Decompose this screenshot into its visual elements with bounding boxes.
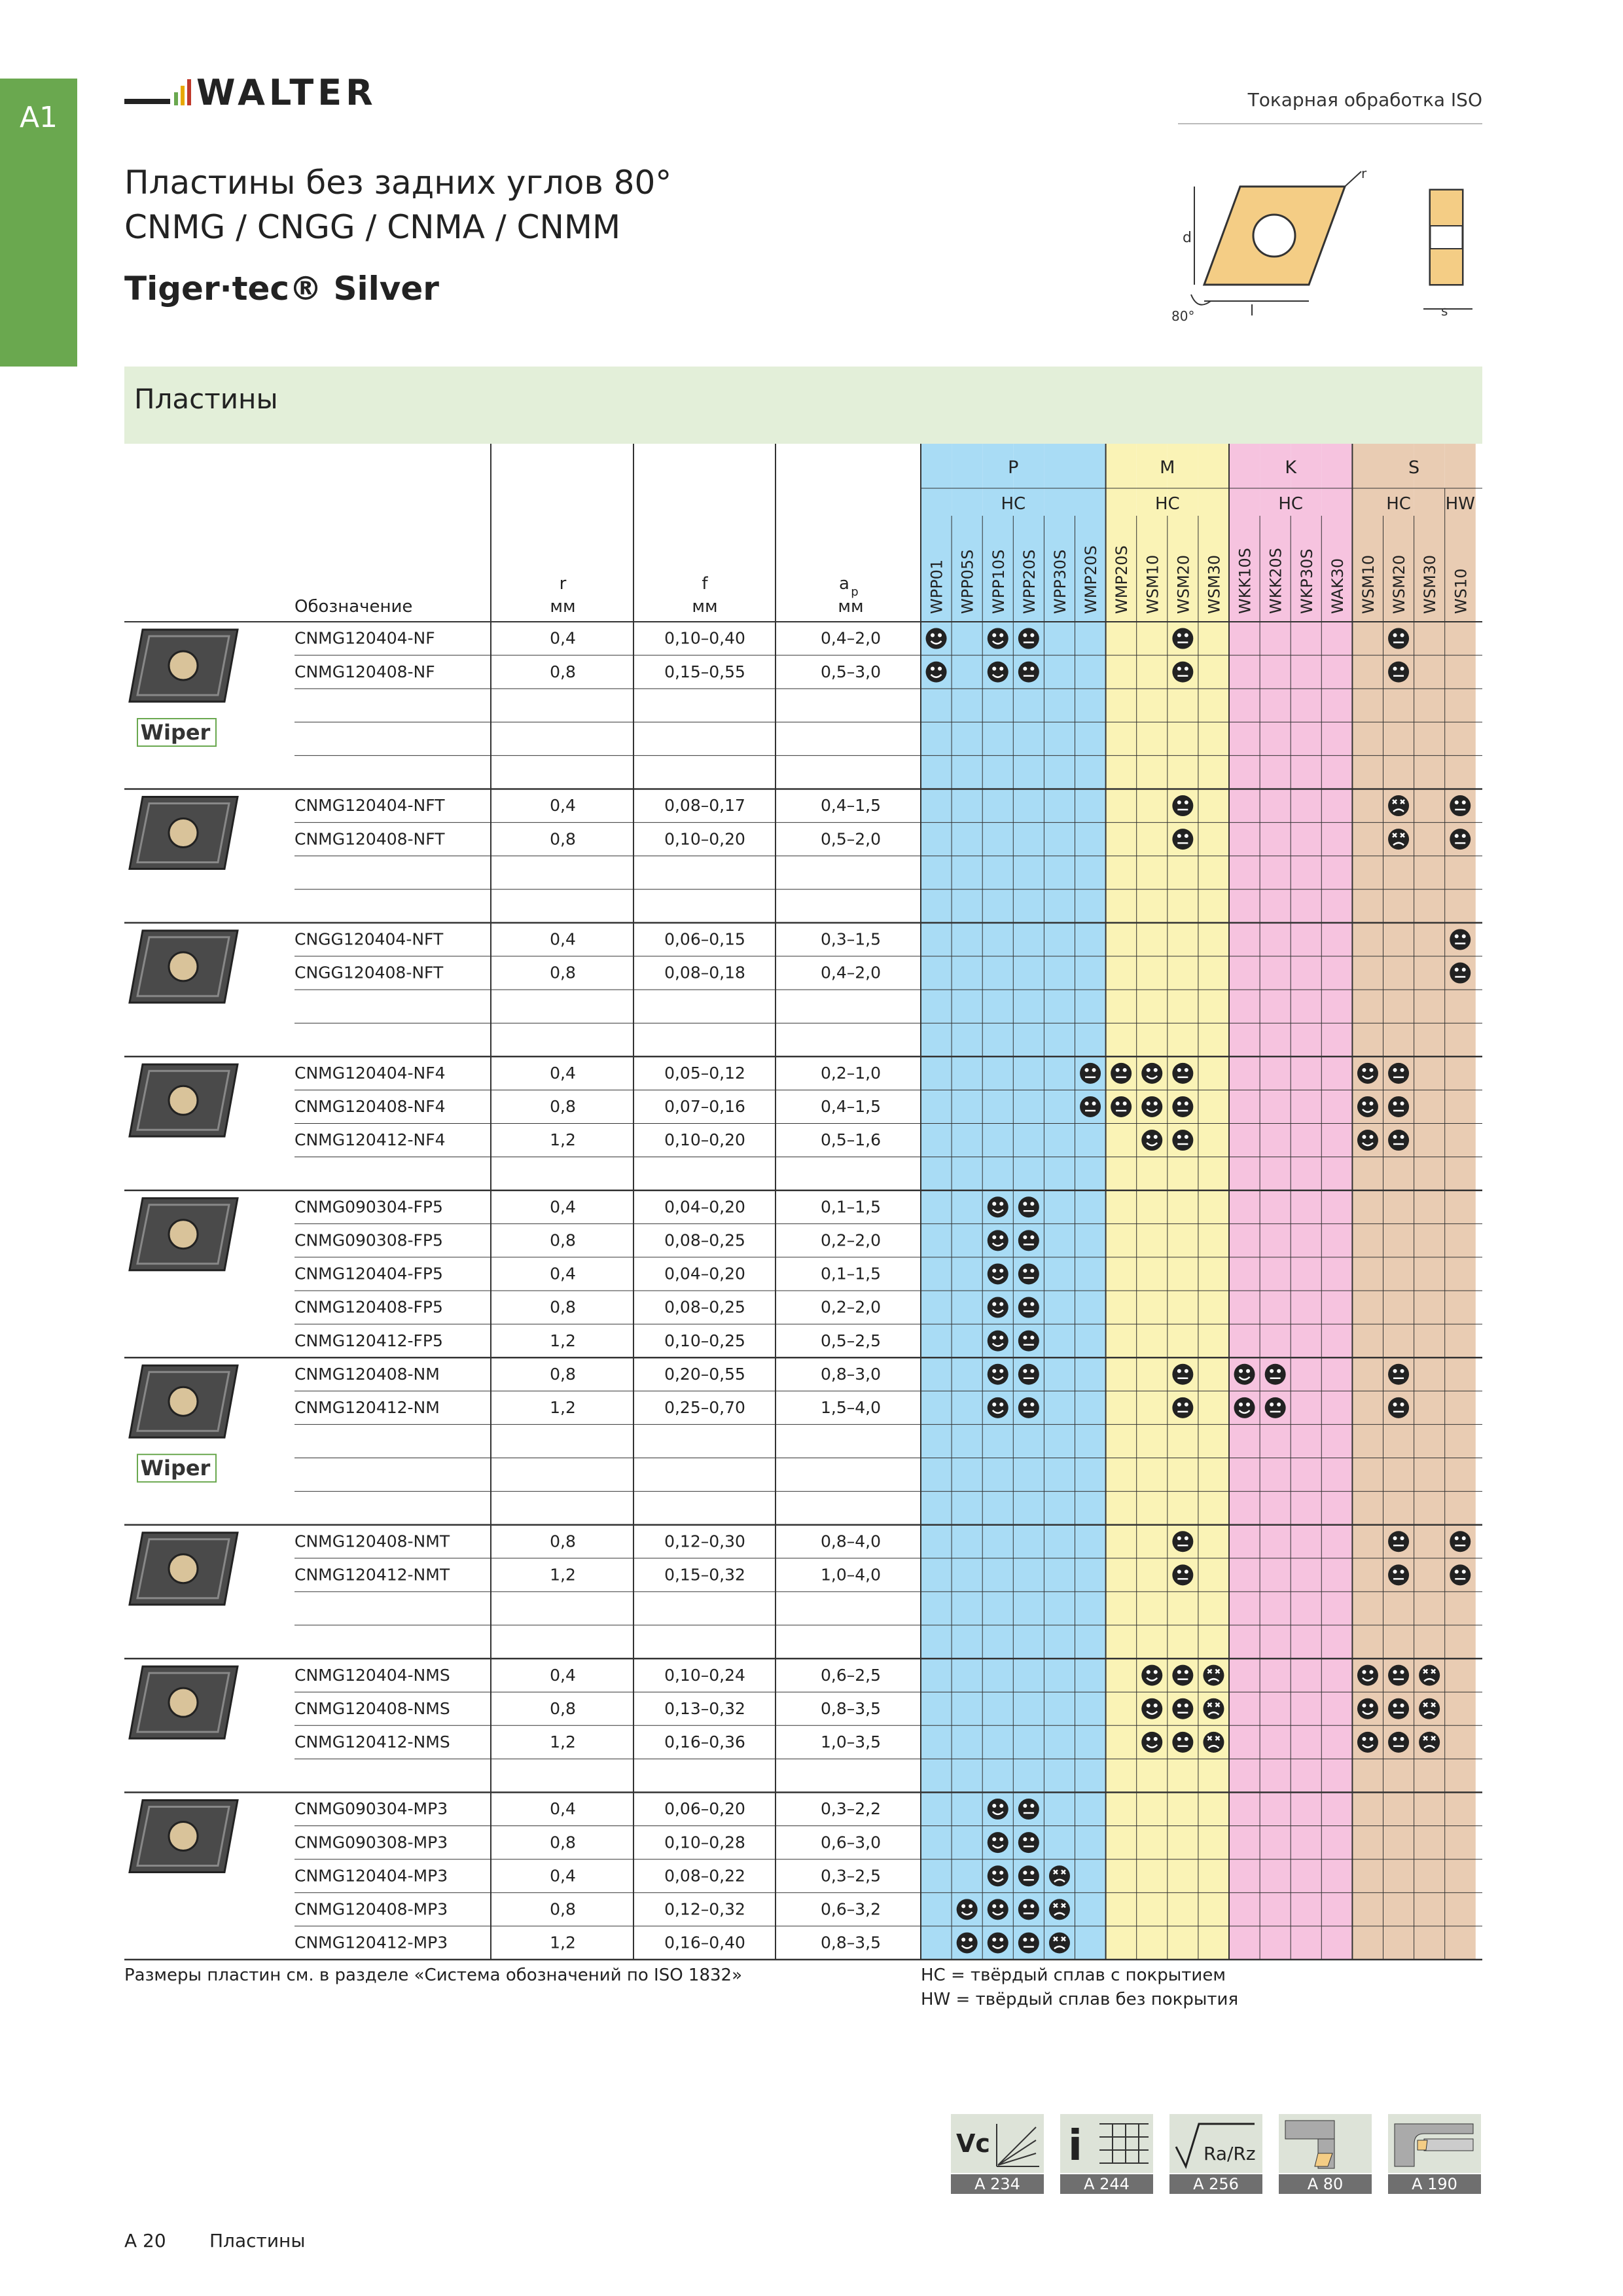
smiley-neutral-icon — [1018, 1263, 1039, 1284]
smiley-neutral-icon — [1172, 1096, 1193, 1117]
smiley-sad-icon — [1203, 1698, 1224, 1719]
designation-cell: CNMG120412-NMS — [294, 1732, 450, 1752]
col-header-f: f — [702, 574, 708, 594]
group-label: M — [1160, 457, 1175, 478]
smiley-happy-icon — [1234, 1364, 1255, 1385]
feed-cell: 0,04–0,20 — [664, 1264, 745, 1283]
feed-cell: 0,08–0,18 — [664, 963, 745, 982]
radius-cell: 0,4 — [550, 1264, 576, 1283]
radius-cell: 0,8 — [550, 829, 576, 849]
smiley-neutral-icon — [1080, 1096, 1101, 1117]
designation-cell: CNMG120408-FP5 — [294, 1297, 443, 1317]
designation-cell: CNMG120408-NFT — [294, 829, 445, 849]
smiley-happy-icon — [1141, 1063, 1162, 1084]
brand-wordmark: WALTER — [196, 72, 377, 113]
radius-cell: 1,2 — [550, 1933, 576, 1952]
smiley-neutral-icon — [1172, 1063, 1193, 1084]
smiley-happy-icon — [1141, 1096, 1162, 1117]
designation-cell: CNMG090304-MP3 — [294, 1799, 448, 1819]
grade-label: WSM10 — [1359, 554, 1378, 614]
feed-cell: 0,04–0,20 — [664, 1197, 745, 1217]
col-header-ap-sub: p — [851, 585, 859, 599]
smiley-neutral-icon — [1172, 628, 1193, 649]
depth-cell: 0,2–2,0 — [820, 1297, 882, 1317]
radius-cell: 0,4 — [550, 628, 576, 648]
smiley-neutral-icon — [1450, 1531, 1471, 1552]
radius-cell: 0,8 — [550, 963, 576, 982]
smiley-neutral-icon — [1172, 662, 1193, 683]
label-s: s — [1441, 303, 1448, 319]
smiley-happy-icon — [988, 1297, 1008, 1318]
depth-cell: 0,8–3,5 — [820, 1933, 882, 1952]
smiley-sad-icon — [1203, 1732, 1224, 1753]
smiley-happy-icon — [1141, 1665, 1162, 1686]
radius-cell: 0,8 — [550, 662, 576, 681]
depth-cell: 0,6–2,5 — [820, 1665, 882, 1685]
feed-cell: 0,16–0,40 — [664, 1933, 745, 1952]
section-tab: A1 — [0, 79, 77, 367]
depth-cell: 0,3–2,5 — [820, 1866, 882, 1886]
page-section: Пластины — [209, 2230, 306, 2251]
depth-cell: 0,5–3,0 — [820, 662, 882, 681]
designation-cell: CNMG120404-NFT — [294, 796, 445, 816]
smiley-happy-icon — [988, 1230, 1008, 1251]
radius-cell: 0,4 — [550, 1064, 576, 1083]
smiley-neutral-icon — [1172, 1364, 1193, 1385]
smiley-neutral-icon — [1172, 795, 1193, 816]
designation-cell: CNMG090308-MP3 — [294, 1833, 448, 1852]
insert-nft-image — [130, 797, 238, 869]
feed-cell: 0,10–0,25 — [664, 1331, 745, 1350]
smiley-neutral-icon — [1388, 662, 1409, 683]
designation-cell: CNMG120404-FP5 — [294, 1264, 443, 1283]
depth-cell: 0,4–2,0 — [820, 628, 882, 648]
radius-cell: 0,4 — [550, 796, 576, 816]
grade-label: WMP20S — [1082, 545, 1101, 614]
depth-cell: 0,5–1,6 — [820, 1130, 882, 1150]
smiley-neutral-icon — [1018, 1799, 1039, 1820]
smiley-happy-icon — [926, 628, 947, 649]
smiley-sad-icon — [1049, 1865, 1070, 1886]
smiley-neutral-icon — [1080, 1063, 1101, 1084]
smiley-neutral-icon — [1018, 1832, 1039, 1853]
grade-column-bg — [1445, 444, 1476, 1960]
smiley-neutral-icon — [1388, 1364, 1409, 1385]
insert-mp3-image — [130, 1801, 238, 1873]
roughness-icon — [1169, 2114, 1262, 2173]
grade-label: WSM20 — [1390, 554, 1409, 614]
designation-cell: CNMG120408-NMS — [294, 1698, 450, 1718]
nav-link-tool-holders[interactable]: A 80 — [1279, 2114, 1372, 2194]
smiley-neutral-icon — [1111, 1063, 1132, 1084]
grade-label: WPP20S — [1020, 549, 1039, 614]
grade-label: WSM30 — [1205, 554, 1224, 614]
feed-cell: 0,13–0,32 — [664, 1698, 745, 1718]
radius-cell: 0,8 — [550, 1833, 576, 1852]
smiley-sad-icon — [1419, 1665, 1440, 1686]
feed-cell: 0,15–0,55 — [664, 662, 745, 681]
smiley-neutral-icon — [1388, 1732, 1409, 1753]
smiley-neutral-icon — [1018, 1331, 1039, 1352]
grade-column-bg — [1291, 444, 1321, 1960]
smiley-sad-icon — [1388, 795, 1409, 816]
feed-cell: 0,10–0,20 — [664, 1130, 745, 1150]
smiley-happy-icon — [957, 1932, 978, 1953]
feed-cell: 0,12–0,32 — [664, 1899, 745, 1919]
smiley-happy-icon — [988, 1331, 1008, 1352]
feed-cell: 0,05–0,12 — [664, 1064, 745, 1083]
radius-cell: 0,8 — [550, 1230, 576, 1250]
smiley-neutral-icon — [1018, 628, 1039, 649]
group-sub-label: HC — [1001, 494, 1026, 514]
smiley-happy-icon — [1357, 1096, 1378, 1117]
smiley-happy-icon — [988, 1196, 1008, 1217]
col-header-ap: a — [839, 574, 849, 594]
nav-link-roughness[interactable]: Ra/Rz A 256 — [1169, 2114, 1262, 2194]
feed-cell: 0,08–0,25 — [664, 1230, 745, 1250]
feed-cell: 0,08–0,17 — [664, 796, 745, 816]
smiley-neutral-icon — [1018, 1865, 1039, 1886]
smiley-neutral-icon — [1265, 1397, 1286, 1418]
grade-label: WPP10S — [989, 549, 1008, 614]
smiley-happy-icon — [988, 1364, 1008, 1385]
svg-text:i: i — [1068, 2122, 1082, 2170]
svg-text:Vc: Vc — [956, 2129, 990, 2158]
designation-cell: CNMG120404-NF — [294, 628, 435, 648]
smiley-happy-icon — [1357, 1130, 1378, 1151]
smiley-happy-icon — [1141, 1732, 1162, 1753]
radius-cell: 0,8 — [550, 1297, 576, 1317]
smiley-neutral-icon — [1018, 1297, 1039, 1318]
svg-text:Ra/Rz: Ra/Rz — [1204, 2143, 1256, 2164]
designation-cell: CNMG120412-NMT — [294, 1565, 450, 1585]
designation-cell: CNMG120412-MP3 — [294, 1933, 448, 1952]
smiley-neutral-icon — [1172, 1397, 1193, 1418]
smiley-sad-icon — [1049, 1932, 1070, 1953]
feed-cell: 0,08–0,25 — [664, 1297, 745, 1317]
feed-cell: 0,06–0,15 — [664, 929, 745, 949]
group-sub-label: HC — [1278, 494, 1304, 514]
smiley-neutral-icon — [1018, 662, 1039, 683]
radius-cell: 1,2 — [550, 1732, 576, 1752]
grade-column-bg — [1075, 444, 1106, 1960]
wiper-label: Wiper — [140, 1456, 211, 1481]
smiley-happy-icon — [988, 1932, 1008, 1953]
feed-cell: 0,16–0,36 — [664, 1732, 745, 1752]
depth-cell: 0,8–4,0 — [820, 1532, 882, 1551]
smiley-happy-icon — [988, 628, 1008, 649]
depth-cell: 0,4–1,5 — [820, 1097, 882, 1117]
smiley-neutral-icon — [1018, 1230, 1039, 1251]
feed-cell: 0,12–0,30 — [664, 1532, 745, 1551]
designation-cell: CNMG120408-MP3 — [294, 1899, 448, 1919]
smiley-neutral-icon — [1111, 1096, 1132, 1117]
page-number: A 20 — [124, 2230, 166, 2251]
tool-holder-icon — [1279, 2114, 1372, 2173]
nav-link-info[interactable]: i A 244 — [1060, 2114, 1153, 2194]
group-sub-label: HC — [1154, 494, 1180, 514]
depth-cell: 0,4–2,0 — [820, 963, 882, 982]
smiley-neutral-icon — [1018, 1932, 1039, 1953]
smiley-neutral-icon — [1172, 1732, 1193, 1753]
grade-column-bg — [1106, 444, 1137, 1960]
grade-label: WSM30 — [1421, 554, 1440, 614]
insert-nm-image — [130, 1365, 238, 1482]
smiley-sad-icon — [1419, 1698, 1440, 1719]
smiley-happy-icon — [988, 1397, 1008, 1418]
designation-cell: CNMG120408-NMT — [294, 1532, 450, 1551]
smiley-sad-icon — [1049, 1899, 1070, 1920]
group-sub-label: HC — [1386, 494, 1411, 514]
smiley-neutral-icon — [1450, 795, 1471, 816]
grade-column-bg — [952, 444, 982, 1960]
smiley-neutral-icon — [1265, 1364, 1286, 1385]
col-header-unit: мм — [692, 597, 718, 617]
wiper-label: Wiper — [140, 720, 211, 745]
vc-icon — [951, 2114, 1044, 2173]
feed-cell: 0,10–0,24 — [664, 1665, 745, 1685]
feed-cell: 0,08–0,22 — [664, 1866, 745, 1886]
feed-cell: 0,06–0,20 — [664, 1799, 745, 1819]
depth-cell: 0,5–2,5 — [820, 1331, 882, 1350]
smiley-happy-icon — [1141, 1130, 1162, 1151]
feed-cell: 0,10–0,40 — [664, 628, 745, 648]
depth-cell: 0,1–1,5 — [820, 1197, 882, 1217]
smiley-happy-icon — [957, 1899, 978, 1920]
designation-cell: CNMG120408-NF4 — [294, 1097, 446, 1117]
designation-cell: CNMG120412-FP5 — [294, 1331, 443, 1350]
label-r: r — [1361, 166, 1367, 181]
smiley-neutral-icon — [1388, 628, 1409, 649]
grade-label: WKP30S — [1297, 548, 1316, 614]
smiley-neutral-icon — [1172, 1564, 1193, 1585]
label-angle: 80° — [1171, 308, 1195, 324]
label-l: l — [1250, 303, 1255, 319]
designation-cell: CNMG090304-FP5 — [294, 1197, 443, 1217]
table-row — [294, 1397, 1409, 1418]
smiley-neutral-icon — [1018, 1196, 1039, 1217]
smiley-neutral-icon — [1018, 1899, 1039, 1920]
designation-cell: CNMG120408-NM — [294, 1364, 440, 1384]
smiley-neutral-icon — [1172, 1665, 1193, 1686]
smiley-neutral-icon — [1450, 963, 1471, 984]
col-header-designation: Обозначение — [294, 597, 413, 617]
smiley-happy-icon — [988, 1799, 1008, 1820]
radius-cell: 0,8 — [550, 1698, 576, 1718]
footnote: Размеры пластин см. в разделе «Система обозначений по ISO 1832» — [124, 1965, 743, 1985]
smiley-neutral-icon — [1172, 1531, 1193, 1552]
depth-cell: 0,4–1,5 — [820, 796, 882, 816]
group-label: P — [1008, 457, 1019, 478]
depth-cell: 1,5–4,0 — [820, 1398, 882, 1418]
feed-cell: 0,20–0,55 — [664, 1364, 745, 1384]
smiley-happy-icon — [988, 1263, 1008, 1284]
insert-nmt-image — [130, 1533, 238, 1605]
depth-cell: 0,8–3,5 — [820, 1698, 882, 1718]
legend-hw: HW = твёрдый сплав без покрытия — [921, 1990, 1239, 2009]
legend-hc: HC = твёрдый сплав с покрытием — [921, 1965, 1226, 1985]
smiley-neutral-icon — [1018, 1364, 1039, 1385]
col-header-unit: мм — [550, 597, 576, 617]
smiley-sad-icon — [1203, 1665, 1224, 1686]
designation-cell: CNMG120404-NF4 — [294, 1064, 446, 1083]
radius-cell: 0,8 — [550, 1899, 576, 1919]
feed-cell: 0,10–0,20 — [664, 829, 745, 849]
grade-column-bg — [1044, 444, 1075, 1960]
smiley-neutral-icon — [1018, 1397, 1039, 1418]
smiley-neutral-icon — [1388, 1531, 1409, 1552]
radius-cell: 0,8 — [550, 1364, 576, 1384]
designation-cell: CNMG120404-MP3 — [294, 1866, 448, 1886]
designation-cell: CNMG120412-NM — [294, 1398, 440, 1418]
depth-cell: 0,1–1,5 — [820, 1264, 882, 1283]
smiley-happy-icon — [926, 662, 947, 683]
grade-label: WAK30 — [1328, 558, 1347, 614]
group-label: S — [1408, 457, 1420, 478]
grade-column-bg — [1321, 444, 1352, 1960]
col-header-r: r — [559, 574, 567, 594]
depth-cell: 0,6–3,2 — [820, 1899, 882, 1919]
boring-bar-icon — [1388, 2114, 1481, 2173]
grade-label: WPP01 — [927, 559, 946, 614]
smiley-neutral-icon — [1388, 1130, 1409, 1151]
grade-label: WMP20S — [1113, 545, 1132, 614]
designation-cell: CNGG120408-NFT — [294, 963, 444, 982]
depth-cell: 0,2–2,0 — [820, 1230, 882, 1250]
smiley-neutral-icon — [1388, 1397, 1409, 1418]
smiley-happy-icon — [988, 1899, 1008, 1920]
radius-cell: 0,8 — [550, 1097, 576, 1117]
grade-column-bg — [1260, 444, 1291, 1960]
grade-label: WKK20S — [1266, 548, 1285, 614]
depth-cell: 0,3–1,5 — [820, 929, 882, 949]
page-title: Пластины без задних углов 80° — [124, 164, 672, 202]
label-d: d — [1183, 230, 1192, 246]
designation-cell: CNGG120404-NFT — [294, 929, 444, 949]
smiley-happy-icon — [1357, 1698, 1378, 1719]
depth-cell: 1,0–3,5 — [820, 1732, 882, 1752]
smiley-neutral-icon — [1388, 1096, 1409, 1117]
grade-label: WS10 — [1452, 568, 1471, 614]
smiley-happy-icon — [988, 662, 1008, 683]
smiley-happy-icon — [1357, 1665, 1378, 1686]
insert-nf-image — [130, 630, 238, 746]
radius-cell: 1,2 — [550, 1398, 576, 1418]
header-section-title: Токарная обработка ISO — [1247, 89, 1482, 111]
radius-cell: 0,4 — [550, 1197, 576, 1217]
grade-label: WSM20 — [1174, 554, 1193, 614]
depth-cell: 0,5–2,0 — [820, 829, 882, 849]
designation-cell: CNMG090308-FP5 — [294, 1230, 443, 1250]
smiley-happy-icon — [1357, 1063, 1378, 1084]
group-label: K — [1285, 457, 1297, 478]
smiley-sad-icon — [1419, 1732, 1440, 1753]
radius-cell: 1,2 — [550, 1331, 576, 1350]
grade-label: WKK10S — [1236, 548, 1255, 614]
feed-cell: 0,15–0,32 — [664, 1565, 745, 1585]
section-band: Пластины — [124, 367, 1482, 444]
radius-cell: 0,4 — [550, 1665, 576, 1685]
smiley-happy-icon — [1357, 1732, 1378, 1753]
radius-cell: 0,8 — [550, 1532, 576, 1551]
smiley-neutral-icon — [1172, 829, 1193, 850]
grade-label: WSM10 — [1143, 554, 1162, 614]
smiley-neutral-icon — [1172, 1698, 1193, 1719]
smiley-neutral-icon — [1450, 829, 1471, 850]
nav-link-cutting-data[interactable]: Vc A 234 — [951, 2114, 1044, 2194]
designation-cell: CNMG120404-NMS — [294, 1665, 450, 1685]
depth-cell: 0,6–3,0 — [820, 1833, 882, 1852]
depth-cell: 0,3–2,2 — [820, 1799, 882, 1819]
smiley-happy-icon — [1141, 1698, 1162, 1719]
product-line: Tiger·tec® Silver — [124, 270, 439, 308]
grade-label: WPP05S — [958, 549, 977, 614]
insert-nf4-image — [130, 1064, 238, 1136]
table-row — [294, 1364, 1409, 1385]
feed-cell: 0,07–0,16 — [664, 1097, 745, 1117]
insert-fp5-image — [130, 1198, 238, 1270]
depth-cell: 0,8–3,0 — [820, 1364, 882, 1384]
designation-cell: CNMG120412-NF4 — [294, 1130, 446, 1150]
grade-column-bg — [1229, 444, 1260, 1960]
smiley-happy-icon — [988, 1865, 1008, 1886]
radius-cell: 0,4 — [550, 1799, 576, 1819]
insert-nms-image — [130, 1666, 238, 1738]
col-header-unit: мм — [838, 597, 864, 617]
smiley-neutral-icon — [1388, 1063, 1409, 1084]
radius-cell: 0,4 — [550, 929, 576, 949]
smiley-neutral-icon — [1388, 1564, 1409, 1585]
smiley-neutral-icon — [1172, 1130, 1193, 1151]
smiley-neutral-icon — [1388, 1698, 1409, 1719]
info-icon — [1060, 2114, 1153, 2173]
page-subtitle: CNMG / CNGG / CNMA / CNMM — [124, 208, 621, 246]
depth-cell: 1,0–4,0 — [820, 1565, 882, 1585]
grade-label: WPP30S — [1050, 549, 1069, 614]
smiley-happy-icon — [988, 1832, 1008, 1853]
feed-cell: 0,25–0,70 — [664, 1398, 745, 1418]
smiley-neutral-icon — [1388, 1665, 1409, 1686]
smiley-happy-icon — [1234, 1397, 1255, 1418]
smiley-neutral-icon — [1450, 1564, 1471, 1585]
radius-cell: 1,2 — [550, 1130, 576, 1150]
radius-cell: 0,4 — [550, 1866, 576, 1886]
radius-cell: 1,2 — [550, 1565, 576, 1585]
group-sub-label: HW — [1445, 494, 1475, 514]
smiley-sad-icon — [1388, 829, 1409, 850]
feed-cell: 0,10–0,28 — [664, 1833, 745, 1852]
nav-link-boring-bars[interactable]: A 190 — [1388, 2114, 1481, 2194]
smiley-neutral-icon — [1450, 929, 1471, 950]
depth-cell: 0,2–1,0 — [820, 1064, 882, 1083]
insert-cngg-image — [130, 931, 238, 1003]
designation-cell: CNMG120408-NF — [294, 662, 435, 681]
